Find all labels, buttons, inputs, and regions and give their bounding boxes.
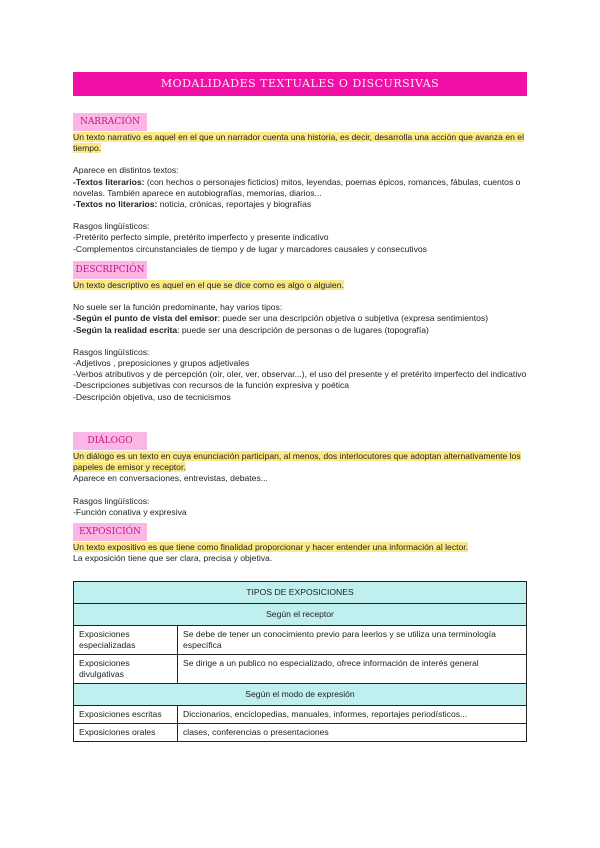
narracion-rasgos-title: Rasgos lingüísticos:	[73, 221, 150, 232]
tipo1-label: -Según el punto de vista del emisor	[73, 313, 218, 324]
dialogo-aparece: Aparece en conversaciones, entrevistas, debates...	[73, 473, 268, 484]
section-tag-descripcion: DESCRIPCIÓN	[73, 261, 147, 279]
table-title: TIPOS DE EXPOSICIONES	[74, 582, 527, 604]
table-cell-type: Exposiciones escritas	[74, 706, 178, 724]
literarios-label: -Textos literarios:	[73, 176, 145, 187]
narracion-literarios	[73, 177, 527, 199]
dialogo-rasgo-1: -Función conativa y expresiva	[73, 506, 187, 517]
descripcion-rasgo-2: -Verbos atributivos y de percepción (oír, oler, ver, observar...), el uso del presente y el pretérito imperfecto del indicativo	[73, 369, 527, 380]
narracion-aparece: Aparece en distintos textos:	[73, 165, 179, 176]
dialogo-block	[73, 451, 527, 518]
descripcion-rasgos-title: Rasgos lingüísticos:	[73, 346, 150, 357]
table-row	[74, 626, 527, 655]
table-cell-type: Exposiciones divulgativas	[74, 655, 178, 684]
no-literarios-text: noticia, crónicas, reportajes y biografías	[157, 199, 312, 210]
descripcion-rasgo-4: -Descripción objetiva, uso de tecnicismos	[73, 391, 231, 402]
exposicion-nota: La exposición tiene que ser clara, precisa y objetiva.	[73, 553, 273, 564]
table-row	[74, 655, 527, 684]
table-row	[74, 706, 527, 724]
exposicion-definition: Un texto expositivo es que tiene como finalidad proporcionar y hacer entender una información al lector.	[73, 542, 469, 552]
tipo1-text: : puede ser una descripción objetiva o subjetiva (expresa sentimientos)	[217, 313, 489, 324]
table-cell-desc: clases, conferencias o presentaciones	[178, 724, 527, 742]
exposicion-block	[73, 542, 527, 564]
literarios-text: (con hechos o personajes ficticios) mitos, leyendas, poemas épicos, romances, fábulas, cuentos o novelas. También aparece en autobiografías, memorias, diarios...	[73, 176, 521, 198]
tipos-exposiciones-table	[73, 581, 527, 742]
narracion-rasgo-2: -Complementos circunstanciales de tiempo y de lugar y marcadores causales y consecutivos	[73, 243, 427, 254]
table-cell-type: Exposiciones orales	[74, 724, 178, 742]
dialogo-definition: Un diálogo es un texto en cuya enunciación participan, al menos, dos interlocutores que adoptan alternativamente los papeles de emisor y receptor.	[73, 451, 521, 473]
page-title: MODALIDADES TEXTUALES O DISCURSIVAS	[73, 72, 527, 96]
descripcion-tipo-2	[73, 325, 527, 336]
descripcion-intro: No suele ser la función predominante, hay varios tipos:	[73, 302, 283, 313]
tipo2-text: : puede ser una descripción de personas o de lugares (topografía)	[177, 324, 429, 335]
no-literarios-label: -Textos no literarios:	[73, 199, 158, 210]
descripcion-block	[73, 280, 527, 403]
narracion-rasgo-1: -Pretérito perfecto simple, pretérito imperfecto y presente indicativo	[73, 232, 329, 243]
descripcion-definition: Un texto descriptivo es aquel en el que se dice como es algo o alguien.	[73, 280, 344, 290]
narracion-block	[73, 132, 527, 255]
narracion-definition: Un texto narrativo es aquel en el que un narrador cuenta una historia, es decir, desarrolla una acción que avanza en el tiempo.	[73, 132, 524, 154]
table-group-modo: Según el modo de expresión	[74, 684, 527, 706]
table-row	[74, 724, 527, 742]
table-cell-desc: Diccionarios, enciclopedias, manuales, informes, reportajes periodísticos...	[178, 706, 527, 724]
descripcion-rasgo-3: -Descripciones subjetivas con recursos de la función expresiva y poética	[73, 380, 350, 391]
section-tag-dialogo: DIÁLOGO	[73, 432, 147, 450]
narracion-no-literarios	[73, 199, 527, 210]
table-cell-desc: Se dirige a un publico no especializado, ofrece información de interés general	[178, 655, 527, 684]
section-tag-narracion: NARRACIÓN	[73, 113, 147, 131]
dialogo-rasgos-title: Rasgos lingüísticos:	[73, 495, 150, 506]
descripcion-tipo-1	[73, 313, 527, 324]
section-tag-exposicion: EXPOSICIÓN	[73, 523, 147, 541]
descripcion-rasgo-1: -Adjetivos , preposiciones y grupos adjetivales	[73, 358, 250, 369]
table-group-receptor: Según el receptor	[74, 604, 527, 626]
table-cell-desc: Se debe de tener un conocimiento previo para leerlos y se utiliza una terminología específica	[178, 626, 527, 655]
tipo2-label: -Según la realidad escrita	[73, 324, 178, 335]
table-cell-type: Exposiciones especializadas	[74, 626, 178, 655]
